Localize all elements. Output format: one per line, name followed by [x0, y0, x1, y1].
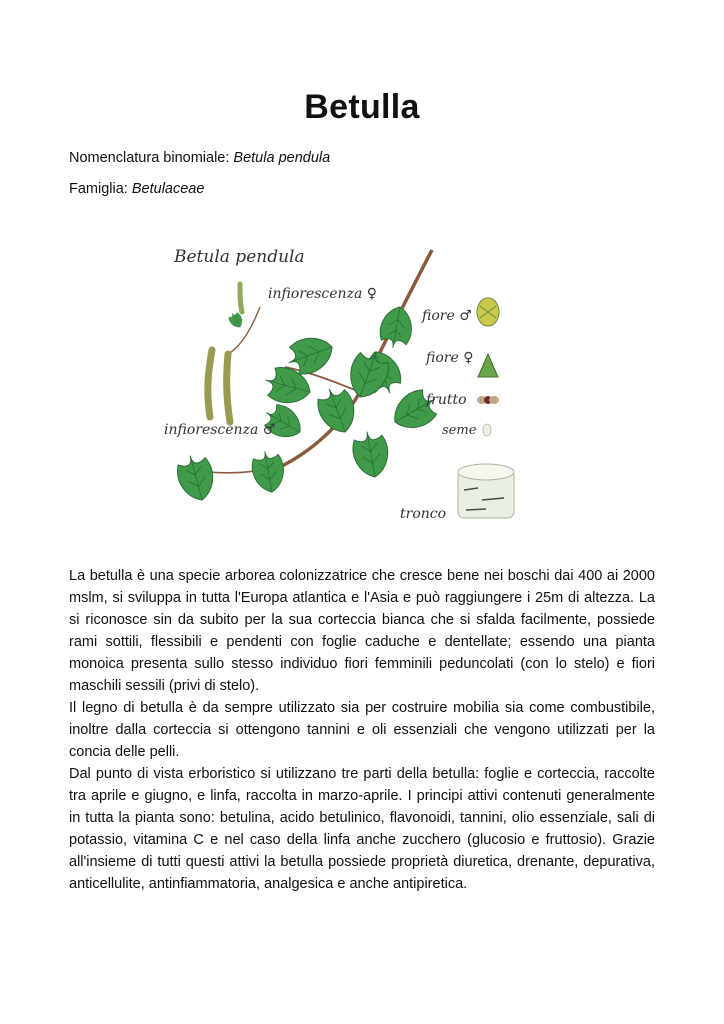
body-text	[69, 565, 655, 895]
label-female-inflorescence: infiorescenza ♀	[268, 286, 377, 302]
leaf	[343, 345, 393, 403]
catkin	[240, 284, 242, 312]
catkin	[227, 354, 230, 422]
label-male-flower: fiore ♂	[422, 308, 472, 324]
nomenclature-line	[69, 149, 330, 167]
paragraph-herbal: Dal punto di vista erboristico si utilizzano tre parti della betulla: foglie e corteccia, raccolte tra aprile e giugno, e linfa, raccolta in marzo-aprile. I principi attivi contenuti generalmente in tutta la pianta sono: betulina, acido betulinico, flavonoidi, tannini, olio essenziale, sali di potassio, vitamina C e nel caso della linfa anche zucchero (glucosio e fruttosio). Grazie all'insieme di tutti questi attivi la betulla possiede proprietà diuretica, drenante, depurativa, anticellulite, antinfiammatoria, analgesica e anche antipiretica.	[69, 766, 655, 892]
catkin	[208, 350, 212, 417]
leaf	[313, 383, 361, 438]
label-female-flower: fiore ♀	[426, 350, 474, 366]
label-male-inflorescence: infiorescenza ♂	[164, 422, 276, 438]
trunk-drawing	[458, 464, 514, 518]
leaf	[250, 449, 288, 495]
seed-drawing	[483, 424, 491, 436]
family-label: Famiglia:	[69, 181, 132, 197]
paragraph-habitat: La betulla è una specie arborea colonizzatrice che cresce bene nei boschi dai 400 ai 2000 mslm, si sviluppa in tutta l'Europa atlantica e l'Asia e può raggiungere i 25m di altezza. La si riconosce sin da subito per la sua corteccia bianca che si sfalda facilmente, possiede rami sottili, flessibili e pendenti con foglie caduche e dentellate; essendo una pianta monoica presenta sullo stesso individuo fiori femminili peduncolati (con lo stelo) e fiori maschili sessili (privi di stelo).	[69, 568, 655, 694]
paragraph-wood: Il legno di betulla è da sempre utilizzato sia per costruire mobilia sia come combustibile, inoltre dalla corteccia si ottengono tannini e oli essenziali che vengono utilizzati per la concia delle pelli.	[69, 700, 655, 760]
page-title: Betulla	[304, 88, 420, 126]
family-value: Betulaceae	[131, 181, 205, 197]
fruit-drawing	[477, 396, 499, 404]
male-flower-drawing	[477, 298, 499, 326]
label-fruit: frutto	[426, 392, 467, 408]
label-trunk: tronco	[400, 506, 447, 522]
leaf	[174, 451, 219, 504]
nomenclature-value: Betula pendula	[233, 150, 331, 166]
nomenclature-label: Nomenclatura binomiale:	[69, 150, 234, 166]
female-flower-drawing	[478, 354, 498, 377]
family-line	[69, 180, 204, 198]
label-seed: seme	[442, 423, 477, 438]
birch-drawing	[160, 232, 525, 532]
label-species: Betula pendula	[174, 247, 305, 267]
leaf	[350, 429, 392, 480]
birch-illustration	[160, 232, 525, 532]
